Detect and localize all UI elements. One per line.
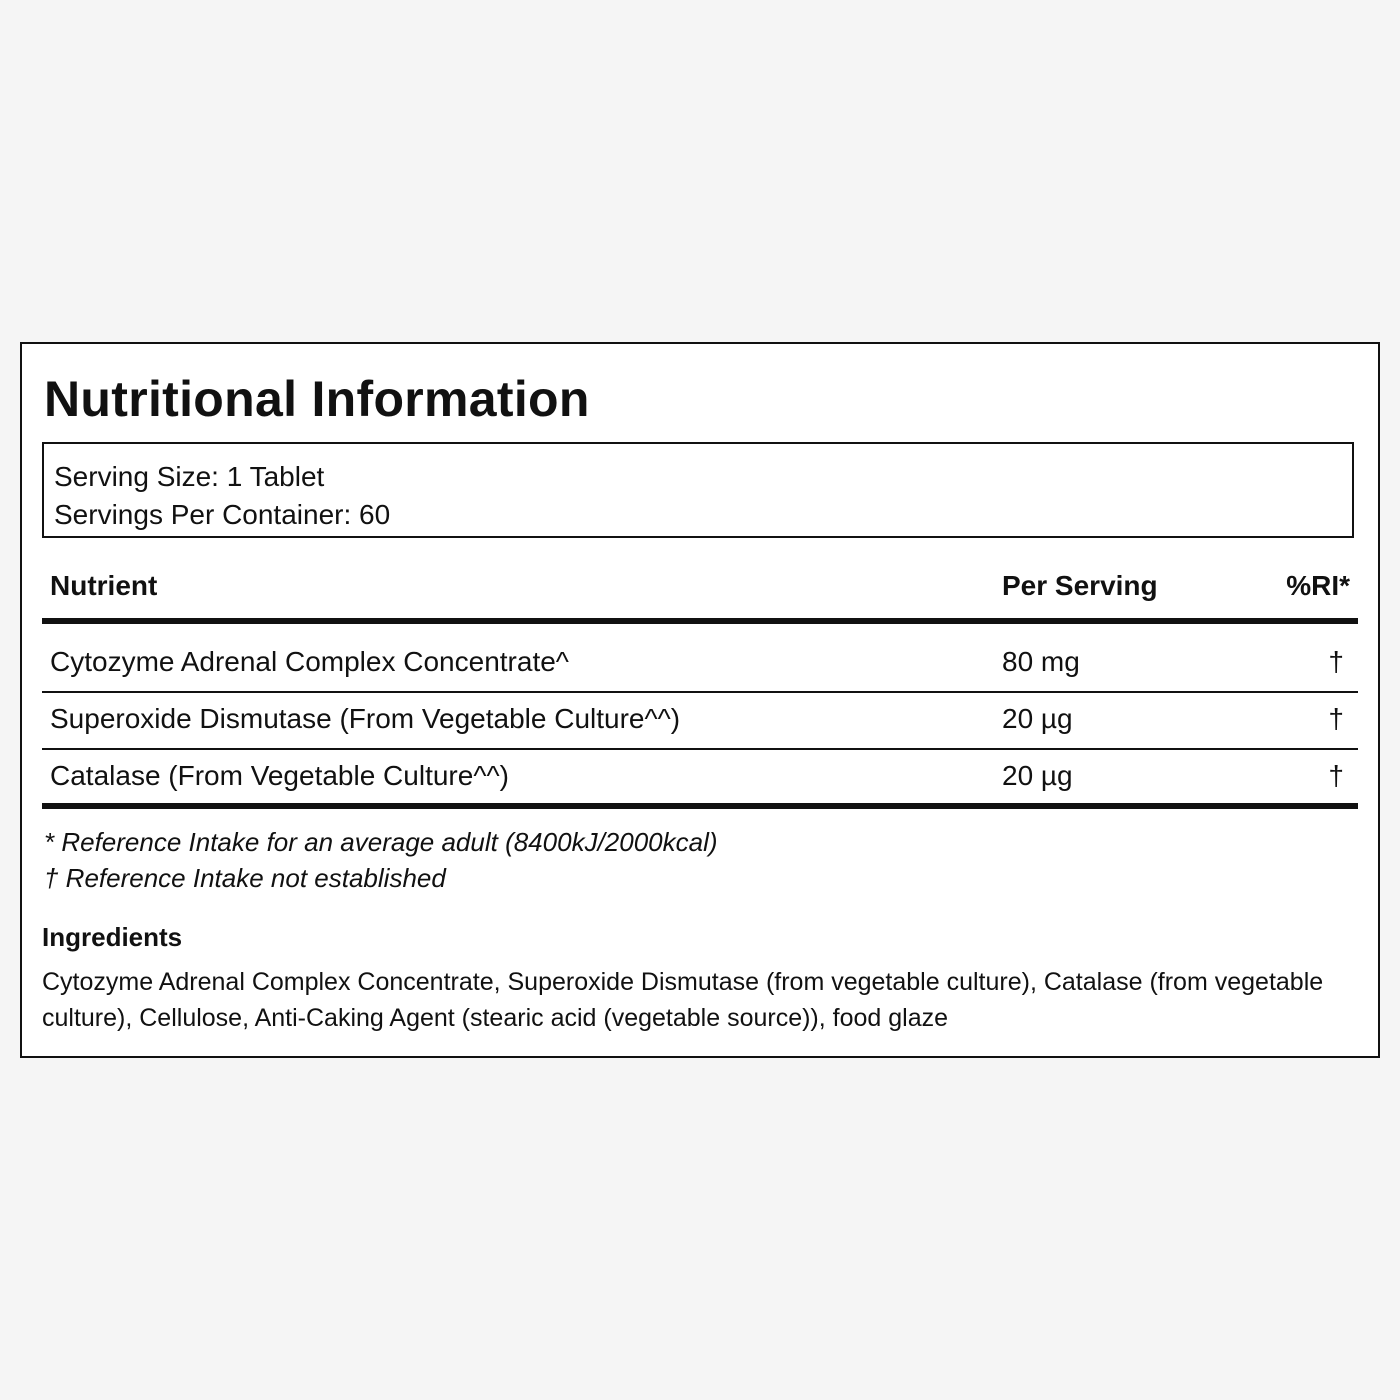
table-header — [42, 566, 1358, 624]
nutrition-panel — [20, 342, 1380, 1058]
table-row — [42, 693, 1358, 750]
nutrient-ri: † — [1328, 703, 1344, 734]
nutrient-amount: 20 µg — [1002, 703, 1073, 734]
nutrient-name: Superoxide Dismutase (From Vegetable Culture^^) — [50, 703, 681, 734]
nutrient-table — [42, 566, 1358, 809]
nutrient-amount: 80 mg — [1002, 646, 1080, 677]
nutrient-name: Cytozyme Adrenal Complex Concentrate^ — [50, 646, 569, 677]
ingredients-heading: Ingredients — [42, 922, 183, 952]
nutrient-ri: † — [1328, 760, 1344, 791]
serving-info-box — [42, 442, 1354, 538]
servings-per-container: Servings Per Container: 60 — [54, 499, 391, 530]
footnotes — [44, 824, 718, 896]
table-row — [42, 750, 1358, 809]
panel-title: Nutritional Information — [44, 371, 590, 427]
header-nutrient: Nutrient — [50, 570, 158, 601]
nutrient-name: Catalase (From Vegetable Culture^^) — [50, 760, 509, 791]
header-ri: %RI* — [1286, 570, 1350, 601]
table-body — [42, 624, 1358, 809]
footnote-reference-intake: * Reference Intake for an average adult (8400kJ/2000kcal) — [44, 827, 718, 857]
footnote-not-established: † Reference Intake not established — [44, 863, 446, 893]
nutrient-amount: 20 µg — [1002, 760, 1073, 791]
header-per-serving: Per Serving — [1002, 570, 1158, 601]
ingredients-text: Cytozyme Adrenal Complex Concentrate, Superoxide Dismutase (from vegetable culture), Catalase (from vegetable culture), Cellulose, Anti-Caking Agent (stearic acid (vegetable source)), food glaze — [42, 968, 1324, 1032]
nutrient-ri: † — [1328, 646, 1344, 677]
table-row — [42, 636, 1358, 693]
serving-size: Serving Size: 1 Tablet — [54, 461, 325, 492]
